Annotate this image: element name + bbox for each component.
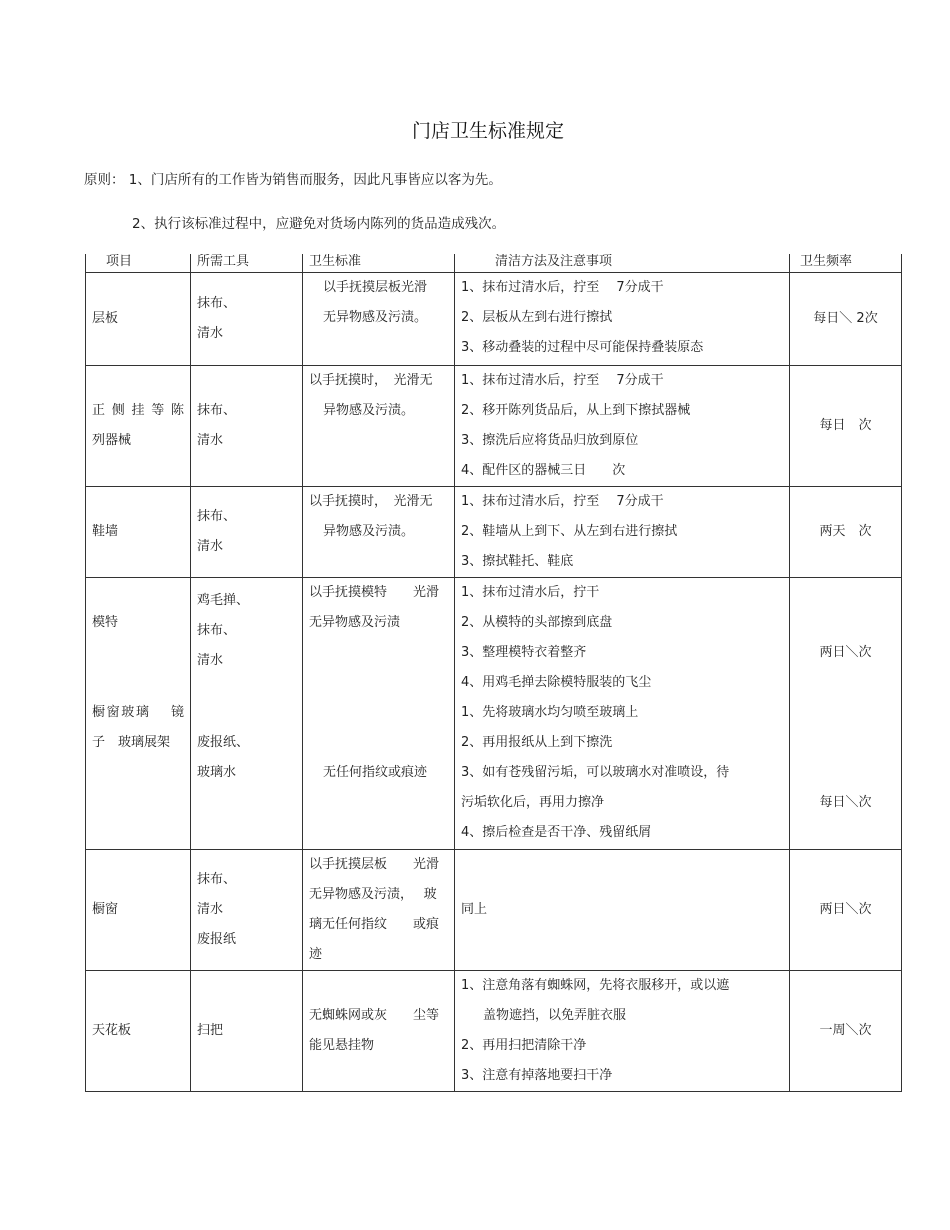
table-row (86, 487, 902, 578)
tool-line: 抹布、 (197, 403, 237, 418)
row-item: 天花板 (86, 971, 191, 1092)
tool-line: 抹布、 (197, 296, 237, 311)
method-line: 3、如有苍残留污垢，可以玻璃水对准喷设，待 (461, 765, 730, 780)
row-standard (303, 273, 455, 366)
tool-line: 玻璃水 (197, 765, 237, 780)
standard-line: 迹 (309, 947, 323, 962)
method-line: 3、移动叠装的过程中尽可能保持叠装原态 (461, 340, 704, 355)
method-line: 1、抹布过清水后，拧至 7分成干 (461, 494, 664, 509)
standard-line: 无蜘蛛网或灰 尘等 (309, 1008, 440, 1023)
header-standard: 卫生标准 (303, 254, 455, 273)
table-row (86, 578, 902, 850)
standard-line: 以手抚摸模特 光滑 (309, 585, 440, 600)
method-line: 4、用鸡毛掸去除模特服装的飞尘 (461, 675, 652, 690)
header-method: 清洁方法及注意事项 (455, 254, 790, 273)
row-standard (303, 578, 455, 850)
method-line: 2、移开陈列货品后，从上到下擦拭器械 (461, 403, 691, 418)
method-line: 2、再用报纸从上到下擦洗 (461, 735, 613, 750)
method-line: 1、注意角落有蜘蛛网，先将衣服移开，或以遮 (461, 978, 730, 993)
row-item (86, 366, 191, 487)
method-line: 3、擦洗后应将货品归放到原位 (461, 433, 639, 448)
header-frequency: 卫生频率 (790, 254, 902, 273)
standard-line: 无异物感及污渍。 (323, 310, 428, 325)
method-line: 3、整理模特衣着整齐 (461, 645, 587, 660)
row-tools (191, 850, 303, 971)
tool-line: 清水 (197, 653, 224, 668)
row-item (86, 578, 191, 850)
table-row (86, 971, 902, 1092)
method-line: 4、擦后检查是否干净、残留纸屑 (461, 825, 652, 840)
tool-line: 清水 (197, 433, 224, 448)
row-frequency: 每日 次 (790, 366, 902, 487)
row-method (455, 273, 790, 366)
principle-1: 原则： 1、门店所有的工作皆为销售而服务，因此凡事皆应以客为先。 (84, 172, 502, 188)
row-method (455, 366, 790, 487)
header-item: 项目 (86, 254, 191, 273)
method-line: 4、配件区的器械三日 次 (461, 463, 626, 478)
method-line: 2、鞋墙从上到下、从左到右进行擦拭 (461, 524, 678, 539)
tool-line: 抹布、 (197, 623, 237, 638)
standard-line: 以手抚摸时， 光滑无 (309, 373, 433, 388)
method-line: 2、从模特的头部擦到底盘 (461, 615, 613, 630)
row-method (455, 487, 790, 578)
row-item: 层板 (86, 273, 191, 366)
standard-line: 无任何指纹或痕迹 (323, 765, 428, 780)
standard-line: 以手抚摸层板 光滑 (309, 857, 440, 872)
row-item: 鞋墙 (86, 487, 191, 578)
method-line: 2、层板从左到右进行擦拭 (461, 310, 613, 325)
page-title: 门店卫生标准规定 (411, 120, 564, 142)
row-frequency: 每日＼ 2次 (790, 273, 902, 366)
row-method: 同上 (455, 850, 790, 971)
standard-line: 璃无任何指纹 或痕 (309, 917, 440, 932)
tool-line: 清水 (197, 902, 224, 917)
row-tools (191, 578, 303, 850)
row-method (455, 578, 790, 850)
table-header-row (86, 254, 902, 273)
method-line: 3、擦拭鞋托、鞋底 (461, 554, 574, 569)
item-line: 正 侧 挂 等 陈 (92, 403, 184, 418)
row-item: 橱窗 (86, 850, 191, 971)
standard-line: 以手抚摸层板光滑 (323, 280, 428, 295)
table-row (86, 850, 902, 971)
row-method (455, 971, 790, 1092)
item-line: 模特 (92, 615, 119, 630)
row-tools (191, 487, 303, 578)
method-line: 盖物遮挡，以免弄脏衣服 (483, 1008, 627, 1023)
standard-line: 异物感及污渍。 (323, 403, 415, 418)
header-tools: 所需工具 (191, 254, 303, 273)
row-standard (303, 850, 455, 971)
frequency-line: 两日＼次 (819, 645, 872, 660)
method-line: 3、注意有掉落地要扫干净 (461, 1068, 613, 1083)
hygiene-standards-table (85, 254, 902, 1092)
method-line: 1、抹布过清水后，拧至 7分成干 (461, 373, 664, 388)
table-row (86, 273, 902, 366)
method-line: 1、抹布过清水后，拧至 7分成干 (461, 280, 664, 295)
row-standard (303, 366, 455, 487)
table-row (86, 366, 902, 487)
frequency-line: 每日＼次 (819, 795, 872, 810)
method-line: 2、再用扫把清除干净 (461, 1038, 587, 1053)
row-frequency: 两日＼次 (790, 850, 902, 971)
tool-line: 鸡毛掸、 (197, 593, 250, 608)
row-standard (303, 487, 455, 578)
tool-line: 废报纸 (197, 932, 237, 947)
standard-line: 无异物感及污渍， 玻 (309, 887, 437, 902)
row-frequency: 两天 次 (790, 487, 902, 578)
row-standard (303, 971, 455, 1092)
tool-line: 抹布、 (197, 509, 237, 524)
tool-line: 废报纸、 (197, 735, 250, 750)
row-tools (191, 366, 303, 487)
standard-line: 以手抚摸时， 光滑无 (309, 494, 433, 509)
standard-line: 能见悬挂物 (309, 1038, 375, 1053)
item-line: 橱窗玻璃 镜 (92, 705, 184, 720)
method-line: 1、先将玻璃水均匀喷至玻璃上 (461, 705, 639, 720)
row-tools (191, 273, 303, 366)
row-tools: 扫把 (191, 971, 303, 1092)
tool-line: 抹布、 (197, 872, 237, 887)
row-frequency (790, 578, 902, 850)
tool-line: 清水 (197, 326, 224, 341)
item-line: 子 玻璃展架 (92, 735, 171, 750)
standard-line: 无异物感及污渍 (309, 615, 401, 630)
item-line: 列器械 (92, 433, 132, 448)
principle-2: 2、执行该标准过程中，应避免对货场内陈列的货品造成残次。 (132, 216, 506, 232)
method-line: 1、抹布过清水后，拧干 (461, 585, 600, 600)
row-frequency: 一周＼次 (790, 971, 902, 1092)
tool-line: 清水 (197, 539, 224, 554)
method-line: 污垢软化后，再用力擦净 (461, 795, 605, 810)
standard-line: 异物感及污渍。 (323, 524, 415, 539)
